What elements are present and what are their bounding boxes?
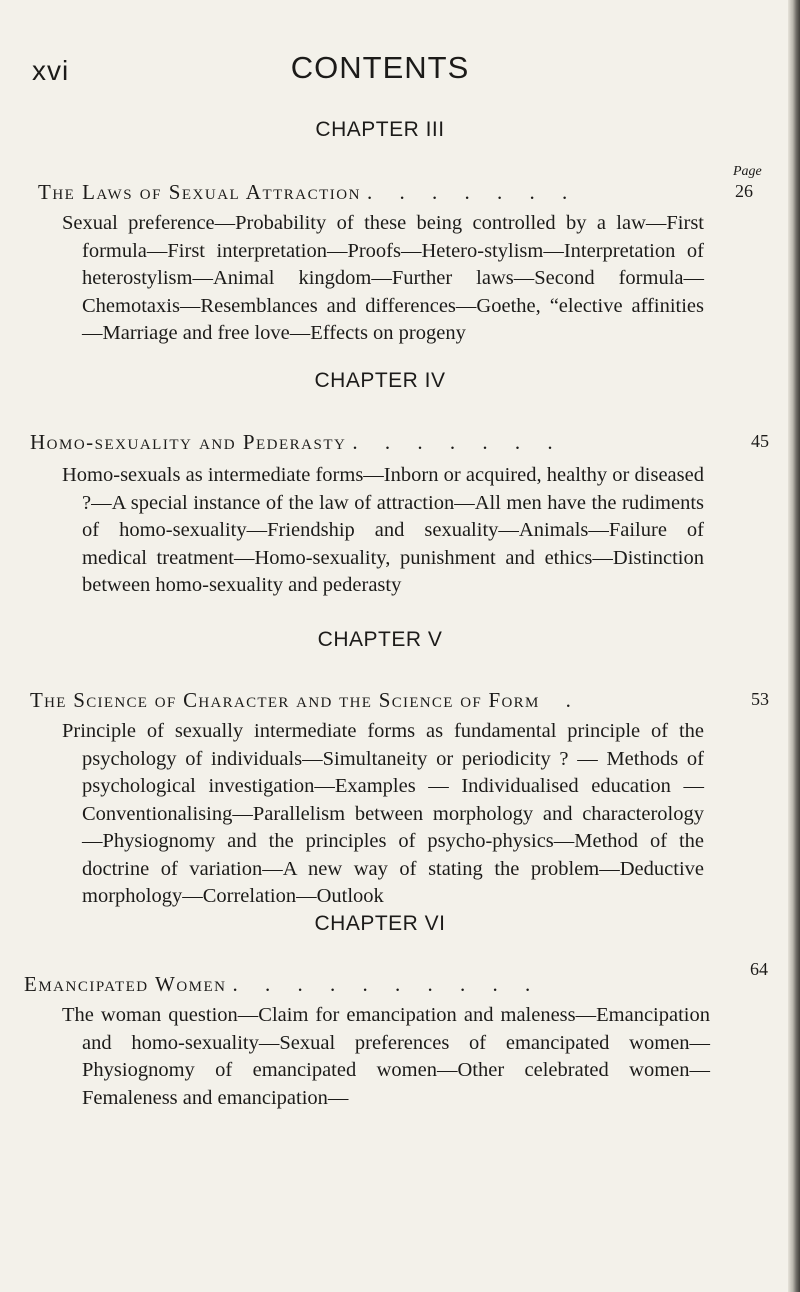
leader-dots: . . . . . . . . . . <box>232 972 542 996</box>
chapter-page-number: 64 <box>750 959 768 979</box>
chapter-title-row[interactable] <box>30 430 734 455</box>
page-header: CONTENTS <box>290 50 470 85</box>
chapter-page-number: 45 <box>751 431 769 451</box>
page-number-roman: xvi <box>32 55 70 86</box>
chapter-heading: CHAPTER VI <box>314 912 446 935</box>
chapter-summary: The woman question—Claim for emancipation and maleness—Emancipation and homo-sexuality—Sexual preferences of emancipated women—Physiognomy of emancipated women—Other celebrated women—Femaleness and emancipation— <box>62 1004 710 1109</box>
leader-dots: . <box>565 688 582 712</box>
leader-dots: . . . . . . . <box>352 430 564 454</box>
chapter-heading: CHAPTER III <box>315 118 445 141</box>
chapter-page-number: 53 <box>751 689 769 709</box>
chapter-summary: Principle of sexually intermediate forms as fundamental principle of the psychology of individuals—Simultaneity or periodicity ? — Methods of psychological investigation—Examples — Individualised education — Conventionalising—Parallelism between morphology and characterology—Physiognomy and the principles of psycho-physics—Method of the doctrine of variation—A new way of stating the problem—Deductive morphology—Correlation—Outlook <box>62 720 704 907</box>
chapter-title: Emancipated Women <box>24 972 227 996</box>
chapter-title: The Laws of Sexual Attraction <box>38 180 361 204</box>
chapter-title: Homo-sexuality and Pederasty <box>30 430 347 454</box>
chapter-title-row[interactable] <box>24 972 728 997</box>
chapter-heading: CHAPTER IV <box>314 369 446 392</box>
page-column-label: Page <box>733 164 762 179</box>
chapter-title: The Science of Character and the Science of Form <box>30 688 540 712</box>
chapter-heading: CHAPTER V <box>317 628 443 651</box>
chapter-summary: Homo-sexuals as intermediate forms—Inborn or acquired, healthy or diseased ?—A special instance of the law of attraction—All men have the rudiments of homo-sexuality—Friendship and sexuality—Animals—Failure of medical treatment—Homo-sexuality, punishment and ethics—Distinction between homo-sexuality and pederasty <box>62 464 704 596</box>
chapter-title-row[interactable] <box>38 180 742 205</box>
chapter-title-row[interactable] <box>30 688 734 713</box>
leader-dots: . . . . . . . <box>366 180 579 204</box>
chapter-page-number: 26 <box>735 181 753 201</box>
chapter-summary: Sexual preference—Probability of these being controlled by a law—First formula—First interpretation—Proofs—Hetero-stylism—Interpretation of heterostylism—Animal kingdom—Further laws—Second formula—Chemotaxis—Resemblances and differences—Goethe, “elective affinities—Marriage and free love—Effects on progeny <box>62 212 704 344</box>
page-edge-shadow <box>788 0 800 1292</box>
